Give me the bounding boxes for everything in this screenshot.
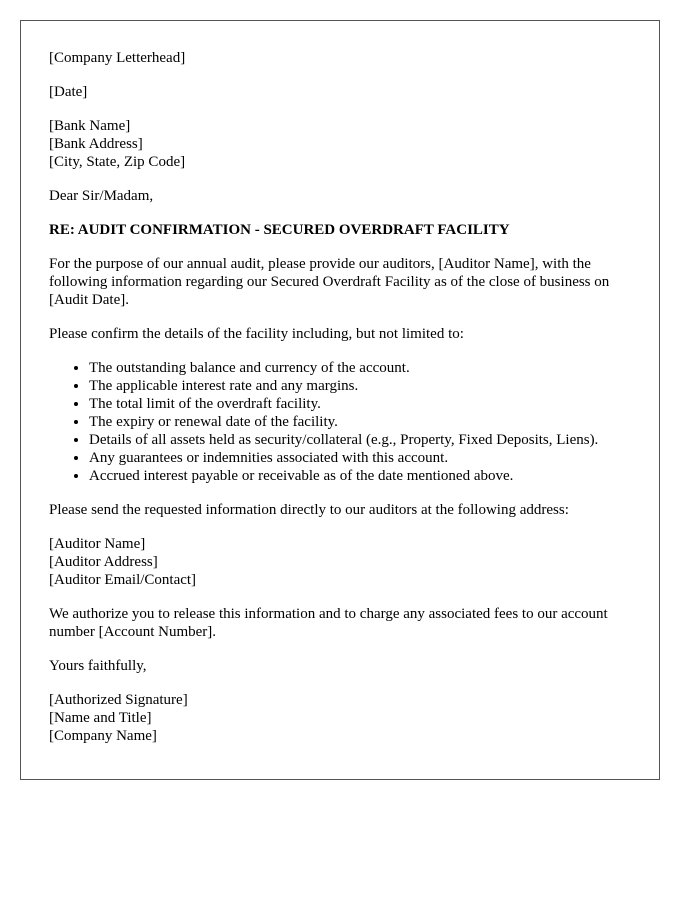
bank-name: [Bank Name] <box>49 118 131 134</box>
list-item: • The applicable interest rate and any margins. <box>89 377 631 395</box>
bank-address: [Bank Address] <box>49 136 143 152</box>
auditor-address-block <box>49 535 631 589</box>
auditor-email-contact: [Auditor Email/Contact] <box>49 572 197 588</box>
list-item: • Any guarantees or indemnities associated with this account. <box>89 449 631 467</box>
list-item: • Details of all assets held as security/collateral (e.g., Property, Fixed Deposits, Liens). <box>89 431 631 449</box>
authorization-paragraph: We authorize you to release this information and to charge any associated fees to our account number [Account Number]. <box>49 606 608 640</box>
company-name: [Company Name] <box>49 728 157 744</box>
list-item: • The outstanding balance and currency of the account. <box>89 359 631 377</box>
list-item: • The total limit of the overdraft facility. <box>89 395 631 413</box>
letter-date: [Date] <box>49 84 88 100</box>
salutation: Dear Sir/Madam, <box>49 188 154 204</box>
confirm-lead-paragraph: Please confirm the details of the facility including, but not limited to: <box>49 326 464 342</box>
auditor-address: [Auditor Address] <box>49 554 158 570</box>
company-letterhead: [Company Letterhead] <box>49 50 186 66</box>
closing: Yours faithfully, <box>49 658 147 674</box>
letter-page <box>20 20 660 780</box>
send-request-paragraph: Please send the requested information directly to our auditors at the following address: <box>49 502 569 518</box>
bank-city-state-zip: [City, State, Zip Code] <box>49 154 186 170</box>
subject-line: RE: AUDIT CONFIRMATION - SECURED OVERDRAFT FACILITY <box>49 222 510 238</box>
auditor-name: [Auditor Name] <box>49 536 146 552</box>
authorized-signature: [Authorized Signature] <box>49 692 188 708</box>
name-and-title: [Name and Title] <box>49 710 152 726</box>
signature-block <box>49 691 631 745</box>
list-item: • The expiry or renewal date of the facility. <box>89 413 631 431</box>
intro-paragraph: For the purpose of our annual audit, please provide our auditors, [Auditor Name], with the following information regarding our Secured Overdraft Facility as of the close of business on [Audit Date]. <box>49 256 610 308</box>
list-item: • Accrued interest payable or receivable as of the date mentioned above. <box>89 467 631 485</box>
bank-address-block <box>49 117 631 171</box>
facility-details-list <box>49 359 631 485</box>
